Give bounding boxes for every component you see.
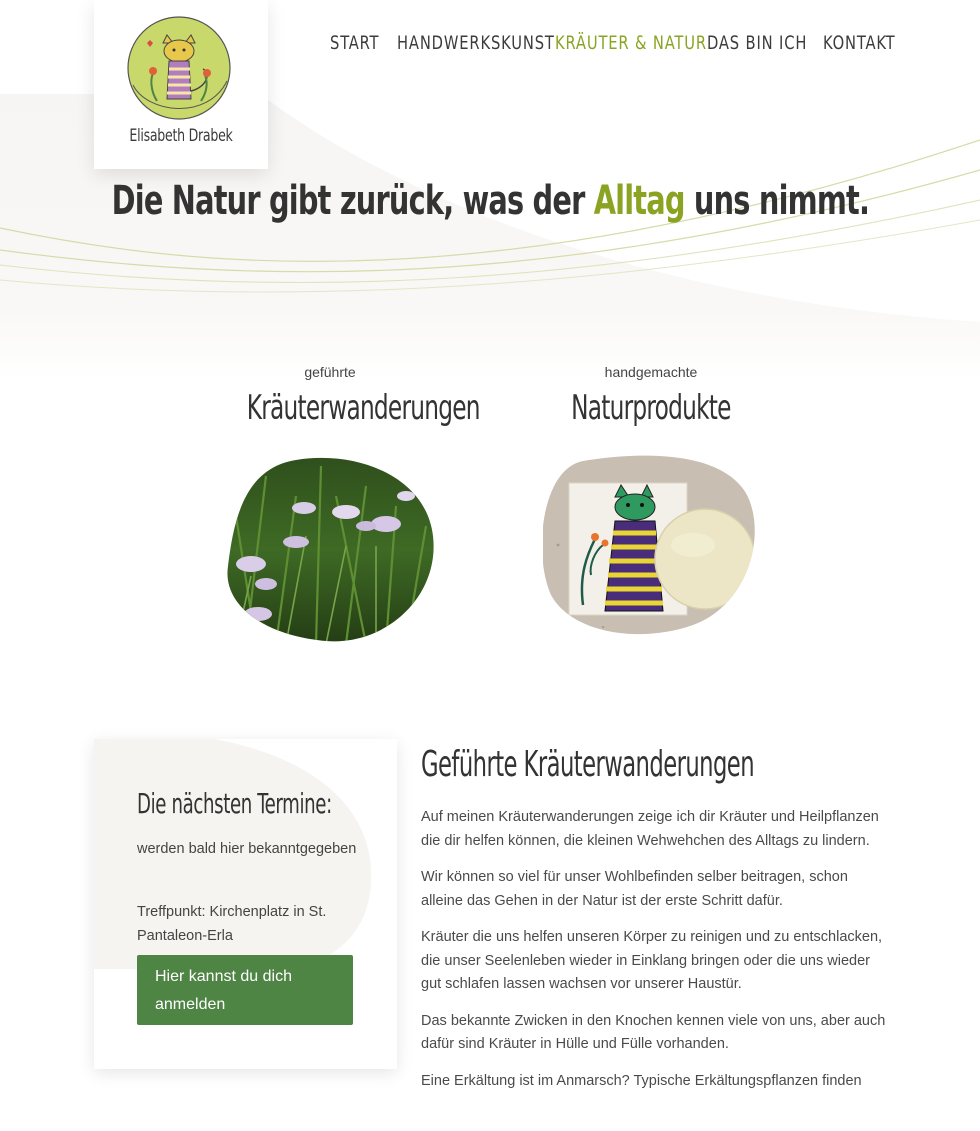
article-heading: Geführte Kräuterwanderungen [421,744,755,785]
wildflowers-image[interactable] [226,456,436,649]
feature-naturprodukte[interactable] [531,364,771,428]
nav-kraeuter-natur[interactable]: KRÄUTER & NATUR [555,32,707,54]
article-paragraph: Kräuter die uns helfen unseren Körper zu reinigen und zu entschlacken, die unser Seelenleben wieder in Einklang bringen oder die uns wieder gut schlafen lassen wachsen vor unserer Haustür. [421,929,883,992]
termine-status-text: werden bald hier bekanntgegeben [137,841,357,857]
feature-title: Kräuterwanderungen [246,388,480,428]
article-paragraph: Wir können so viel für unser Wohlbefinden selber beitragen, schon alleine das Gehen in der Natur ist der erste Schritt dafür. [421,869,848,909]
hero-tagline [0,178,980,224]
article-paragraph: Auf meinen Kräuterwanderungen zeige ich dir Kräuter und Heilpflanzen die dir helfen können, die kleinen Wehwehchen des Alltags zu lindern. [421,809,879,849]
cat-logo-icon [127,13,235,125]
nav-das-bin-ich[interactable]: DAS BIN ICH [707,32,808,54]
nav-handwerkskunst[interactable]: HANDWERKSKUNST [397,32,555,54]
tagline-text-before: Die Natur gibt zurück, was der [111,178,594,224]
termine-meeting-point: Treffpunkt: Kirchenplatz in St. Pantaleon-Erla [137,904,327,944]
soap-product-image[interactable] [543,455,755,642]
feature-pre: handgemachte [604,364,698,380]
logo[interactable] [94,0,268,169]
termine-card [94,739,397,1069]
logo-name: Elisabeth Drabek [129,126,233,146]
feature-pre: geführte [304,364,356,380]
nav-kontakt[interactable]: KONTAKT [823,32,896,54]
feature-kraeuterwanderungen[interactable] [210,364,480,428]
nav-start[interactable]: START [330,32,380,54]
feature-title: Naturprodukte [571,388,731,428]
tagline-accent: Alltag [593,178,685,224]
termine-title: Die nächsten Termine: [137,787,332,820]
signup-button[interactable]: Hier kannst du dich anmelden [137,955,353,1025]
article-kraeuterwanderungen [421,744,891,1093]
tagline-text-after: uns nimmt. [684,178,869,224]
article-paragraph: Eine Erkältung ist im Anmarsch? Typische Erkältungspflanzen finden [421,1072,862,1089]
article-paragraph: Das bekannte Zwicken in den Knochen kennen viele von uns, aber auch dafür sind Kräuter in Hülle und Fülle vorhanden. [421,1012,886,1052]
